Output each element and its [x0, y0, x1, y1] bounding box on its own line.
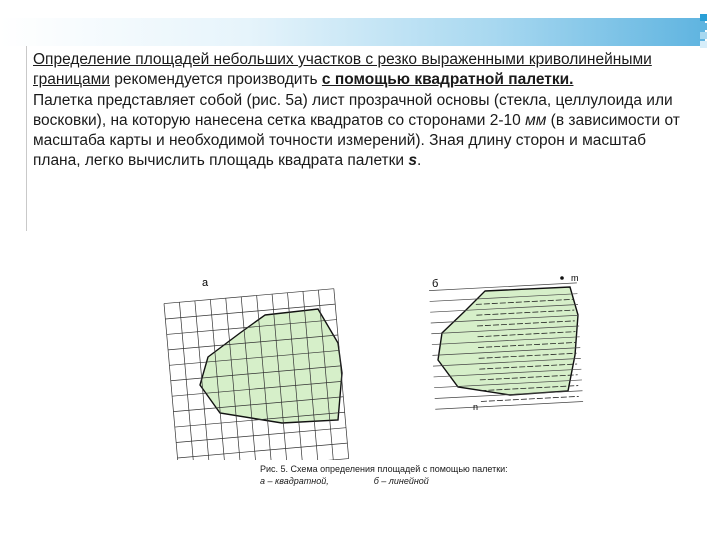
area-shape-a	[200, 309, 342, 423]
paragraph-2-text-a: Палетка представляет собой (рис. 5а) лист прозрачной основы (стекла, целлулоида или восковки), на которую нанесена сетка квадратов со сторонами 2-10	[33, 91, 673, 129]
palette-figure	[160, 265, 600, 460]
paragraph-1	[33, 50, 693, 91]
dashed-midline	[481, 396, 579, 401]
square-palette	[164, 277, 349, 460]
paragraph-2	[33, 91, 693, 172]
figure-caption	[260, 463, 600, 487]
header-bar	[0, 18, 705, 46]
label-b: б	[432, 278, 439, 290]
left-divider	[26, 46, 27, 231]
bold-text: с помощью квадратной палетки.	[321, 71, 574, 89]
point-m	[560, 276, 564, 280]
unit-text: мм	[525, 111, 547, 129]
underlined-text: Определение площадей небольших участков с резко выраженными криволинейными границами	[33, 51, 652, 89]
grid-line-horizontal	[164, 289, 334, 304]
grid-line-vertical	[179, 302, 194, 460]
label-n: n	[473, 402, 479, 412]
body-text	[33, 50, 693, 172]
palette-line	[435, 402, 583, 410]
grid-line-horizontal	[179, 459, 349, 460]
caption-line-1: Рис. 5. Схема определения площадей с помощью палетки:	[260, 464, 508, 474]
paragraph-2-text-b: (в зависимости от масштаба карты и необходимой точности измерений). Зная длину сторон и масштаб плана, легко вычислить площадь квадрата палетки	[33, 111, 680, 170]
label-m: m	[571, 273, 579, 283]
linear-palette	[429, 273, 583, 412]
corner-decoration	[698, 14, 712, 50]
grid-line-vertical	[164, 304, 179, 460]
grid-line-horizontal	[178, 443, 348, 458]
middle-text: рекомендуется производить	[109, 71, 322, 89]
caption-line-2: а – квадратной, б – линейной	[260, 476, 429, 486]
symbol-s: s	[408, 152, 418, 170]
paragraph-2-end: .	[417, 152, 422, 170]
grid-line-horizontal	[176, 428, 346, 443]
label-a: а	[202, 277, 209, 289]
